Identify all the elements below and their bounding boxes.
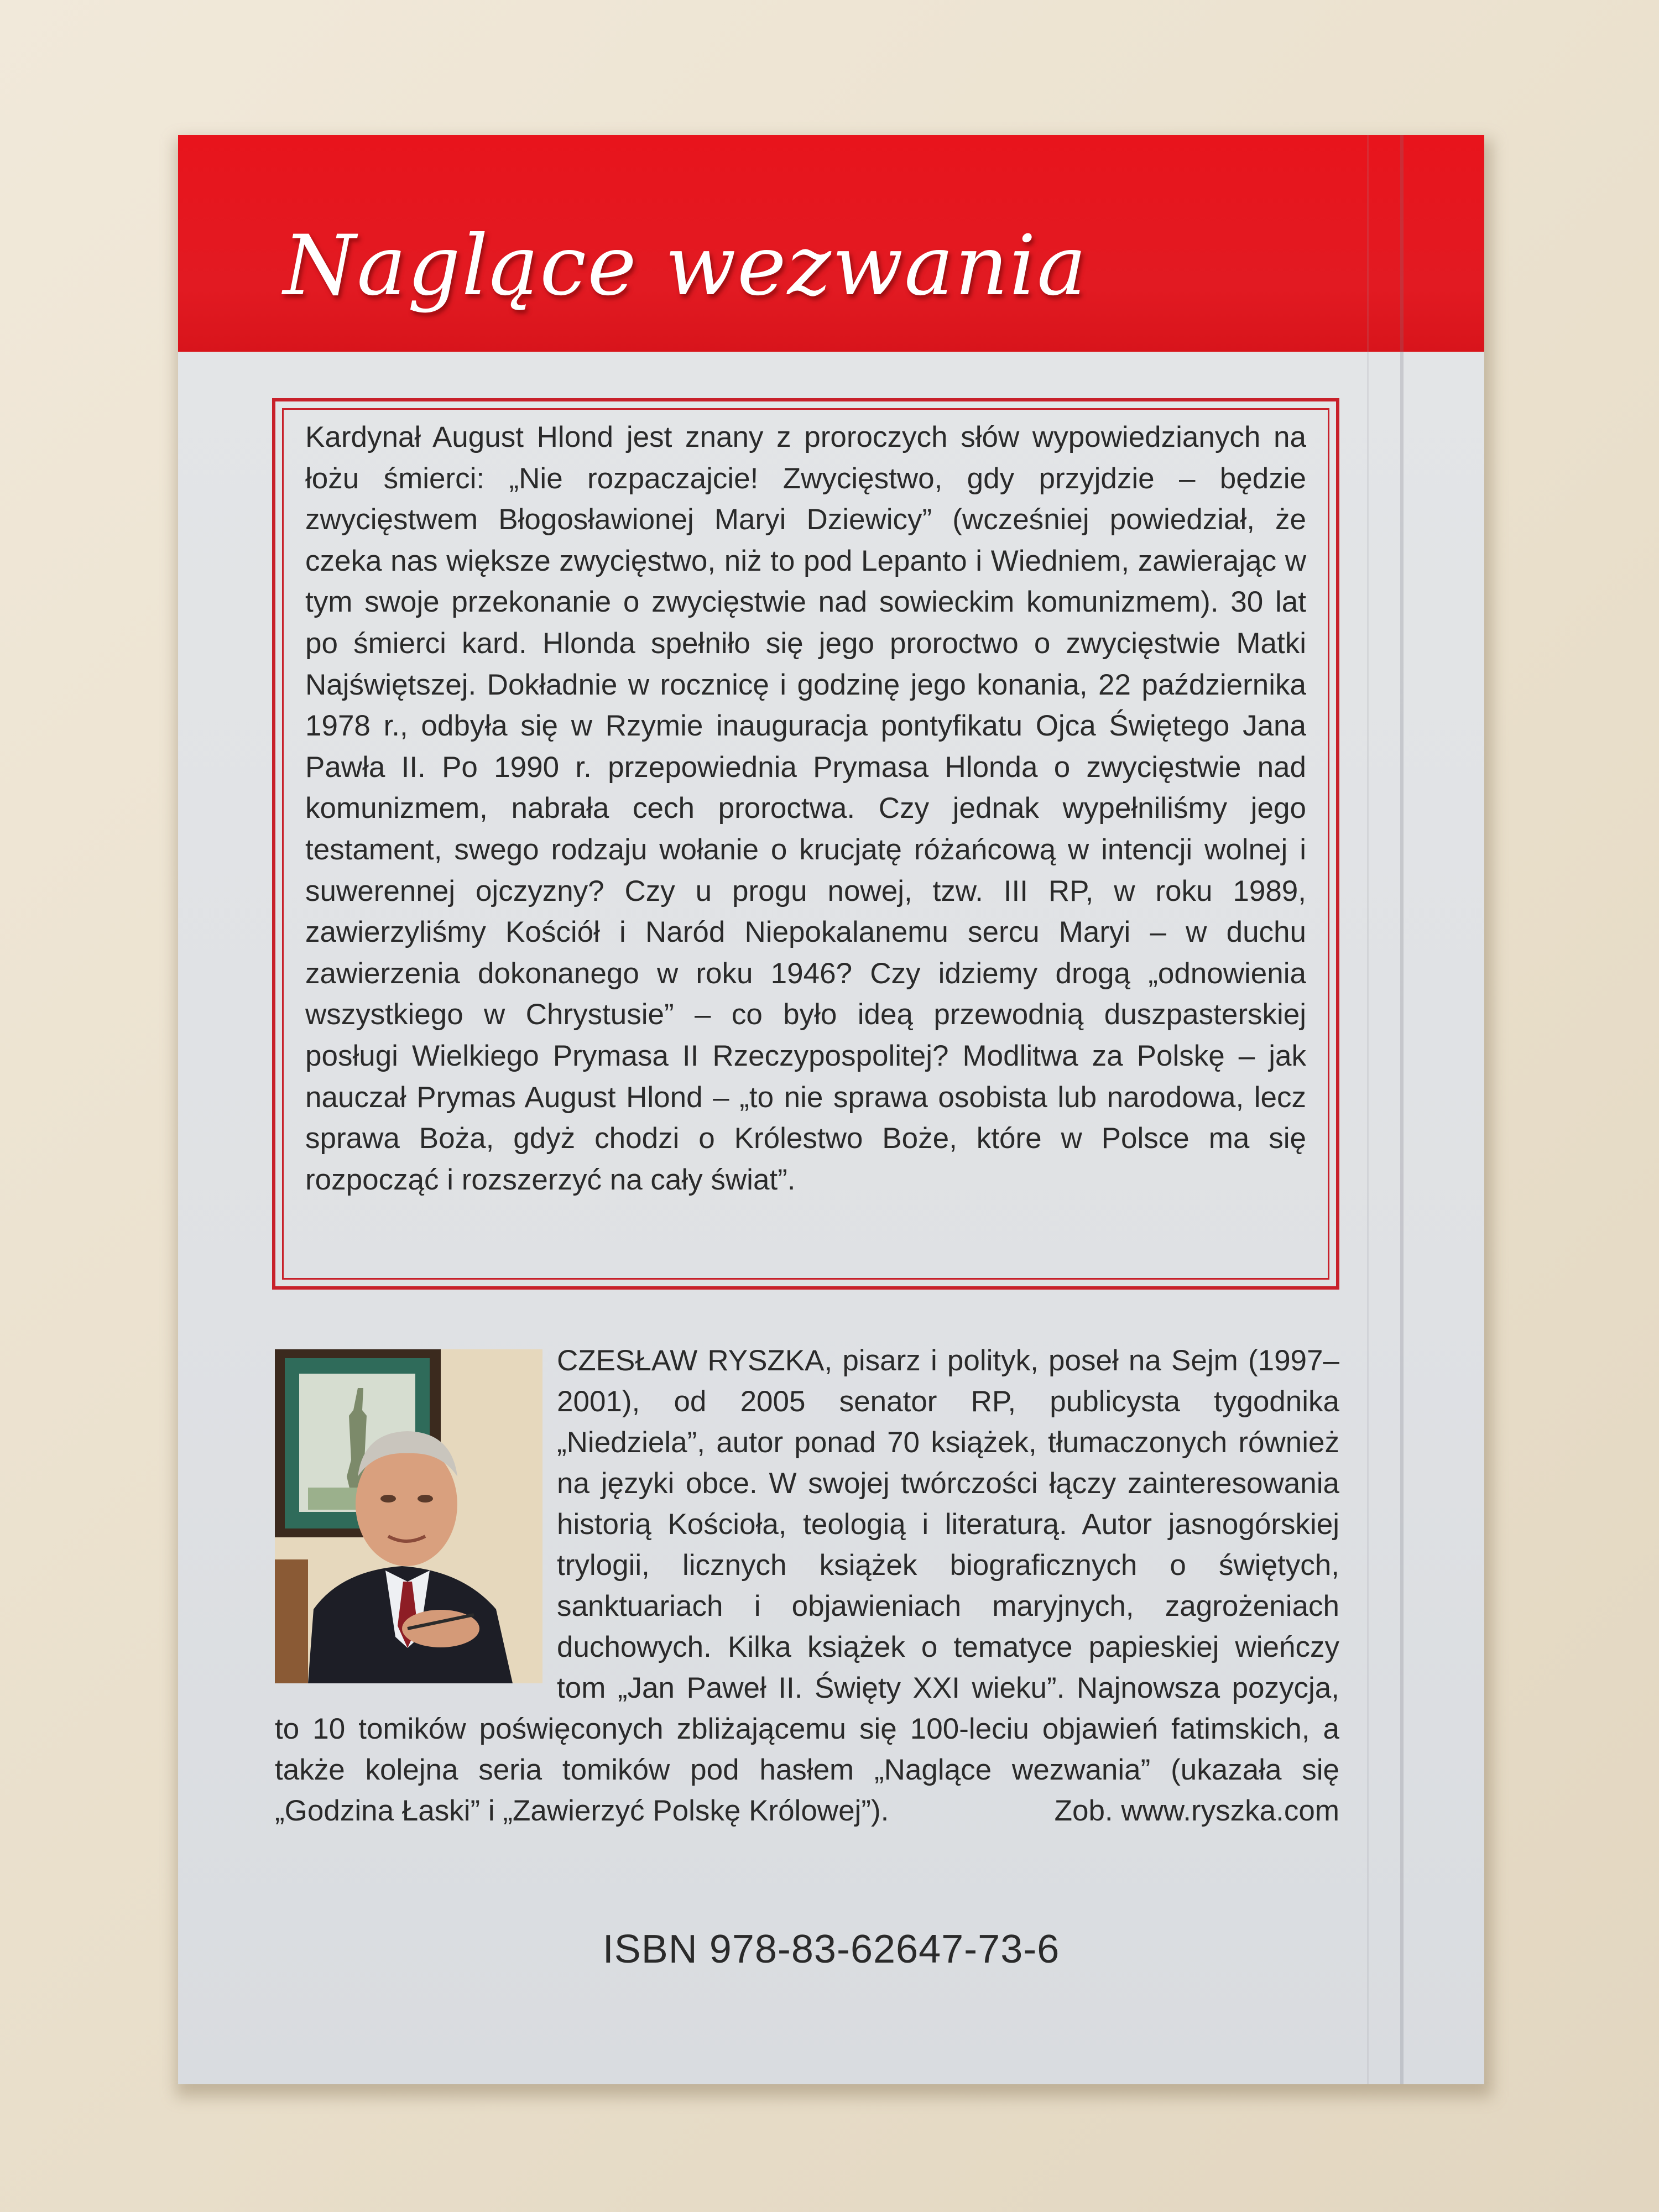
spine-edge: [1400, 135, 1404, 2084]
author-website: Zob. www.ryszka.com: [1054, 1794, 1339, 1827]
author-bio: CZESŁAW RYSZKA, pisarz i polityk, poseł na Sejm (1997–2001), od 2005 senator RP, publicysta tygodnika „Niedziela”, autor ponad 70 książek, tłumaczonych również na języki obce. W swojej twórczości łączy zainteresowania historią Kościoła, teologią i literaturą. Autor jasnogórskiej trylogii, licznych książek biograficznych o świętych, sanktuariach i objawieniach maryjnych, zagrożeniach duchowych. Kilka książek o tematyce papieskiej wieńczy tom „Jan Paweł II. Święty XXI wieku”. Najnowsza pozycja, to 10 tomików poświęconych zbliżającemu się 100-leciu objawień fatimskich, a także kolejna seria tomików pod hasłem „Naglące wezwania” (ukazała się „Godzina Łaski” i „Zawierzyć Polskę Królowej”).: [275, 1344, 1339, 1827]
book-description: Kardynał August Hlond jest znany z proroczych słów wypowiedzianych na łożu śmierci: „Nie rozpaczajcie! Zwycięstwo, gdy przyjdzie – będzie zwycięstwem Błogosławionej Maryi Dziewicy” (wcześniej powiedział, że czeka nas większe zwycięstwo, niż to pod Lepanto i Wiedniem, zawierając w tym swoje przekonanie o zwycięstwie nad sowieckim komunizmem). 30 lat po śmierci kard. Hlonda spełniło się jego proroctwo o zwycięstwie Matki Najświętszej. Dokładnie w rocznicę i godzinę jego konania, 22 października 1978 r., odbyła się w Rzymie inauguracja pontyfikatu Ojca Świętego Jana Pawła II. Po 1990 r. przepowiednia Prymasa Hlonda o zwycięstwie nad komunizmem, nabrała cech proroctwa. Czy jednak wypełniliśmy jego testament, swego rodzaju wołanie o krucjatę różańcową w intencji wolnej i suwerennej ojczyzny? Czy u progu nowej, tzw. III RP, w roku 1989, zawierzyliśmy Kościół i Naród Niepokalanemu sercu Maryi – w duchu zawierzenia dokonanego w roku 1946? Czy idziemy drogą „odnowienia wszystkiego w Chrystusie” – co było ideą przewodnią duszpasterskiej posługi Wielkiego Prymasa II Rzeczypospolitej? Modlitwa za Polskę – jak nauczał Prymas August Hlond – „to nie sprawa osobista lub narodowa, lecz sprawa Boża, gdyż chodzi o Królestwo Boże, które w Polsce ma się rozpocząć i rozszerzyć na cały świat”.: [305, 421, 1306, 1196]
isbn: ISBN 978-83-62647-73-6: [602, 1927, 1060, 1971]
book-back-cover: [178, 135, 1484, 2084]
author-photo: [275, 1349, 542, 1683]
series-title: Naglące wezwania: [283, 218, 1088, 314]
spine-fold: [1367, 135, 1369, 2084]
